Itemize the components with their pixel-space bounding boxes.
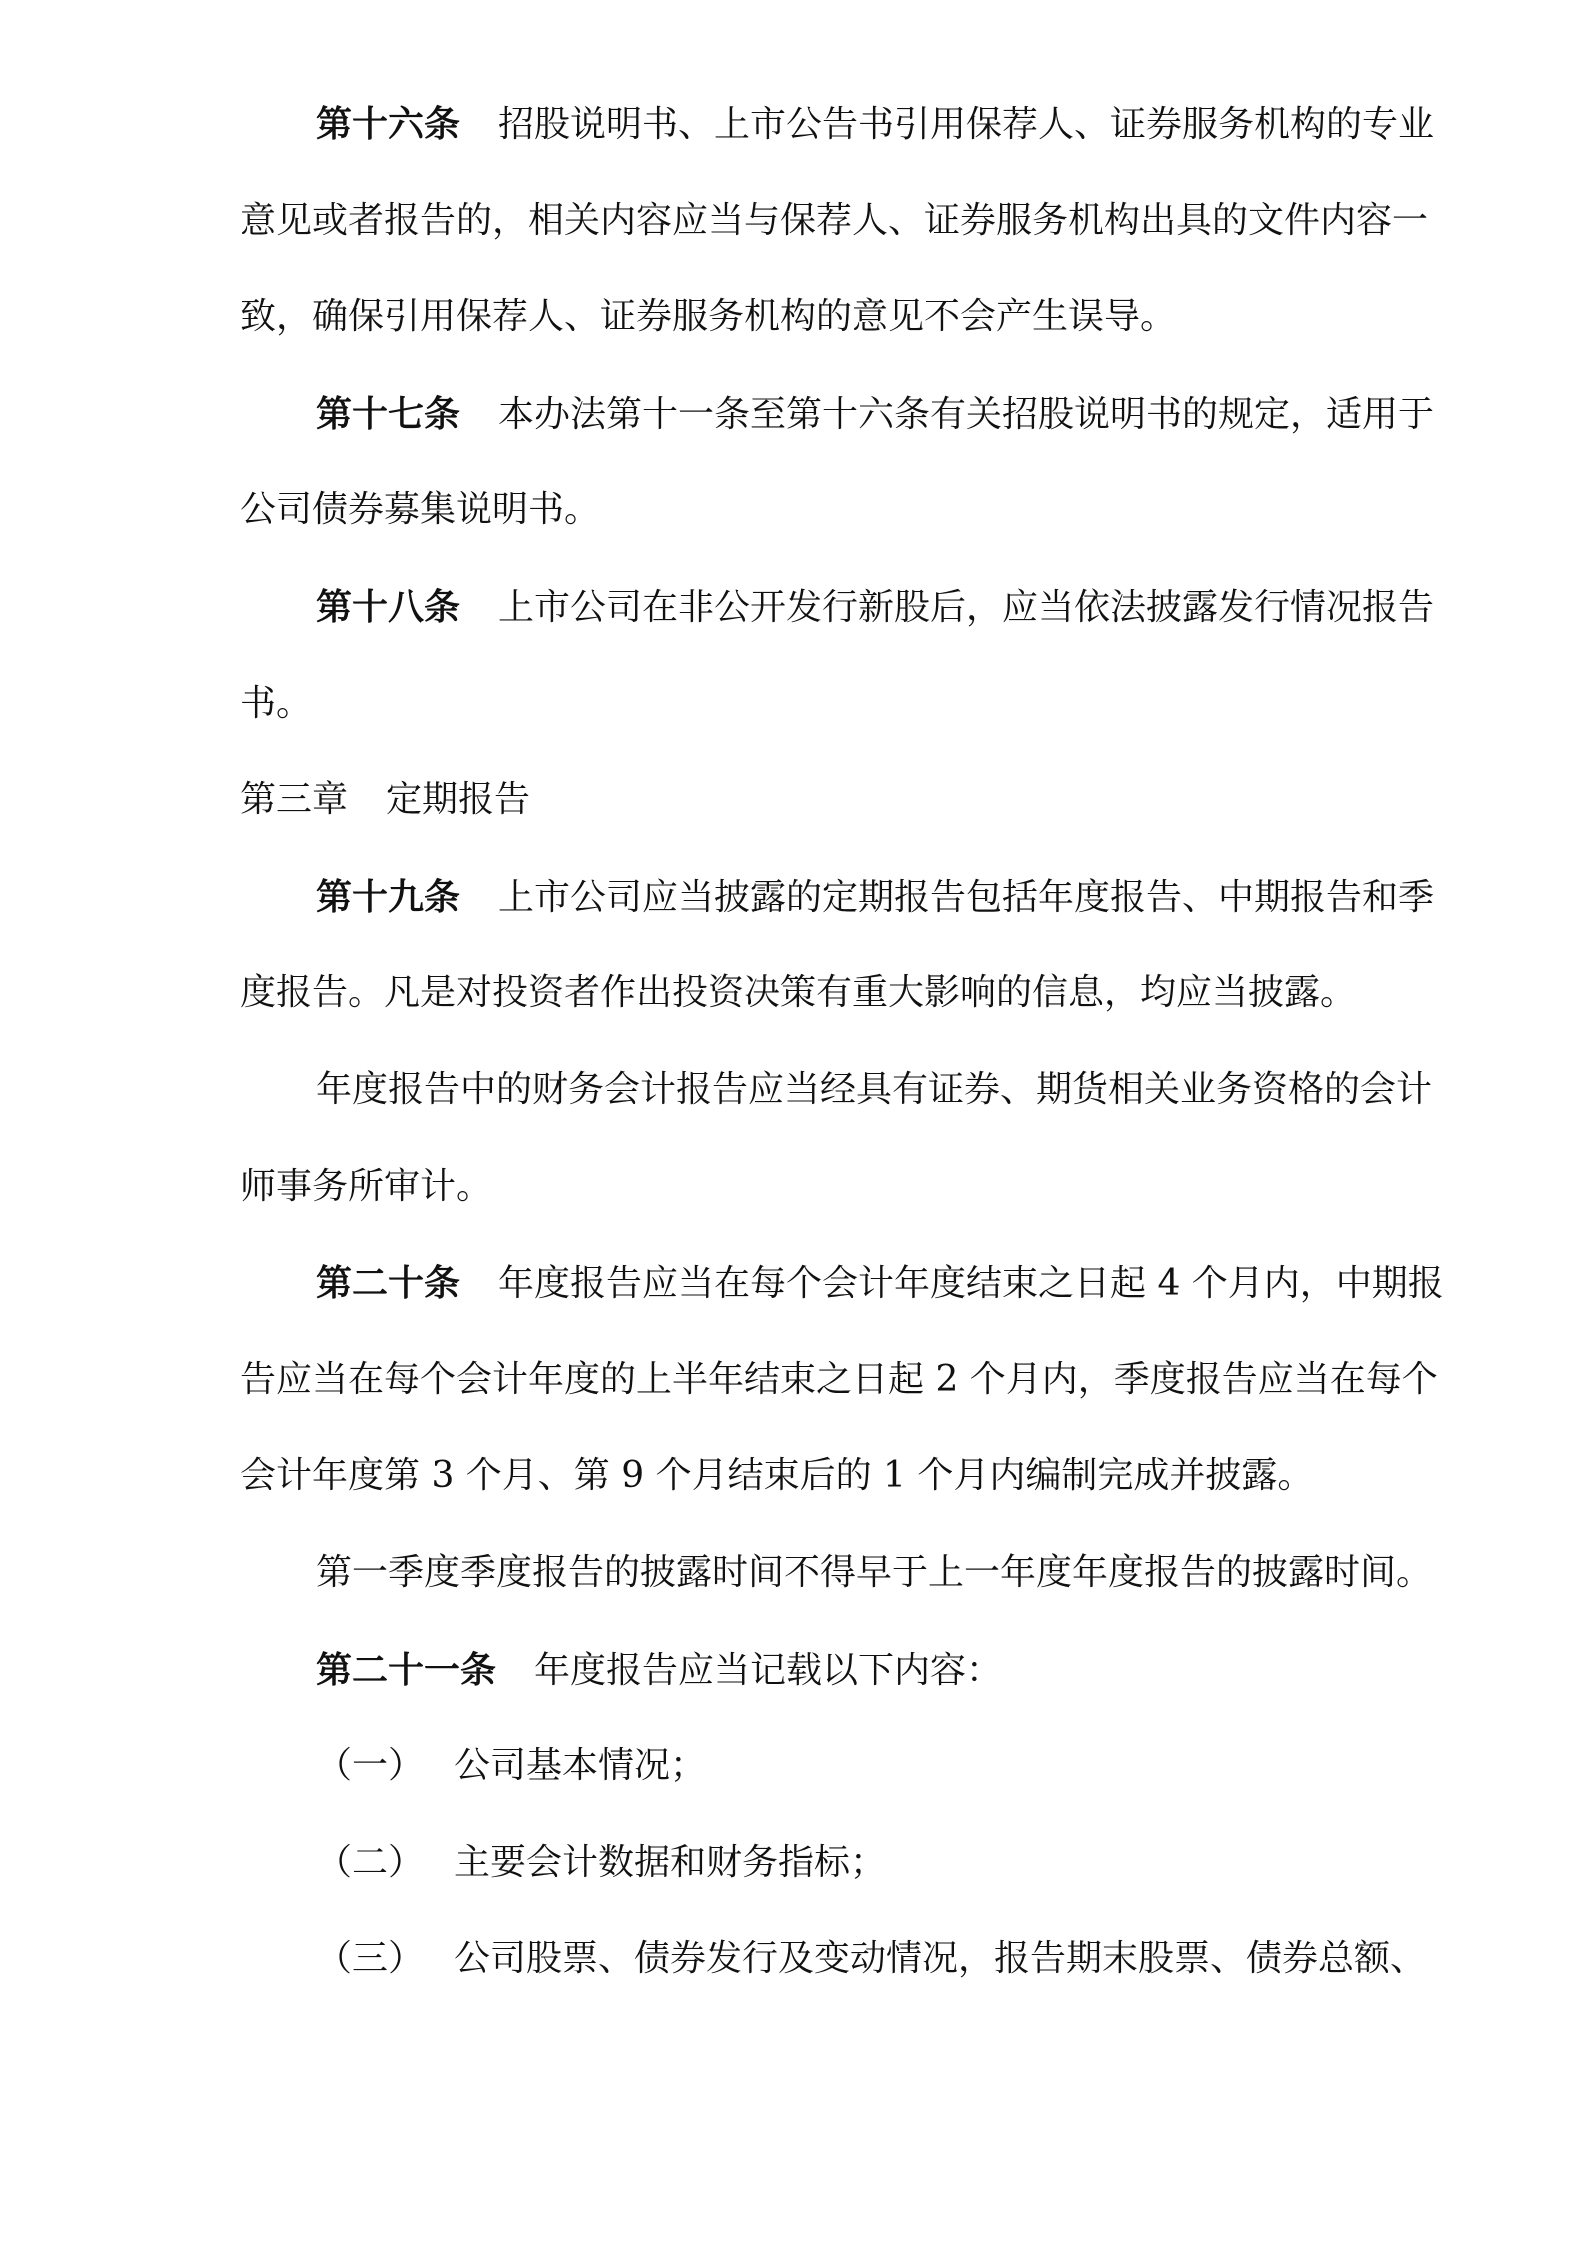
chapter-number: 第三章 (240, 779, 349, 820)
article-17-line-2 (240, 486, 600, 534)
article-heading: 第十九条 (316, 876, 461, 918)
list-item-label: （三） (316, 1938, 425, 1979)
list-item-text: 主要会计数据和财务指标； (454, 1842, 887, 1883)
list-item (316, 1742, 706, 1790)
list-item (316, 1839, 886, 1887)
article-19-line-1 (316, 873, 1434, 922)
article-heading: 第十八条 (316, 586, 461, 628)
paragraph-text: 招股说明书、上市公告书引用保荐人、证券服务机构的专业 (498, 104, 1435, 145)
list-item (316, 1935, 1426, 1983)
article-19-para-2-line-1 (316, 1066, 1432, 1114)
paragraph-text: 告应当在每个会计年度的上半年结束之日起 2 个月内，季度报告应当在每个 (240, 1359, 1438, 1400)
paragraph-text: 书。 (240, 683, 313, 724)
paragraph-text: 师事务所审计。 (240, 1166, 493, 1207)
article-heading: 第二十条 (316, 1262, 461, 1304)
article-21-line-1 (316, 1646, 1002, 1695)
paragraph-text: 度报告。凡是对投资者作出投资决策有重大影响的信息，均应当披露。 (240, 972, 1357, 1013)
paragraph-text: 第一季度季度报告的披露时间不得早于上一年度年度报告的披露时间。 (316, 1552, 1433, 1593)
article-heading: 第十七条 (316, 393, 461, 435)
article-16-line-3 (240, 293, 1176, 341)
article-19-para-2-line-2 (240, 1163, 492, 1211)
list-item-label: （二） (316, 1842, 425, 1883)
article-20-para-2 (316, 1549, 1432, 1597)
article-16-line-1 (316, 100, 1434, 149)
article-17-line-1 (316, 390, 1434, 439)
chapter-heading (240, 776, 530, 824)
article-heading: 第十六条 (316, 103, 461, 145)
article-heading: 第二十一条 (316, 1649, 497, 1691)
article-20-line-2 (240, 1356, 1438, 1404)
paragraph-text: 本办法第十一条至第十六条有关招股说明书的规定，适用于 (498, 394, 1435, 435)
paragraph-text: 公司债券募集说明书。 (240, 489, 601, 530)
article-19-line-2 (240, 969, 1356, 1017)
paragraph-text: 上市公司应当披露的定期报告包括年度报告、中期报告和季 (498, 877, 1435, 918)
paragraph-text: 会计年度第 3 个月、第 9 个月结束后的 1 个月内编制完成并披露。 (240, 1455, 1314, 1496)
article-18-line-2 (240, 680, 312, 728)
paragraph-text: 上市公司在非公开发行新股后，应当依法披露发行情况报告 (498, 587, 1435, 628)
article-20-line-3 (240, 1452, 1313, 1500)
paragraph-text: 致，确保引用保荐人、证券服务机构的意见不会产生误导。 (240, 296, 1177, 337)
list-item-label: （一） (316, 1745, 425, 1786)
paragraph-text: 年度报告应当在每个会计年度结束之日起 4 个月内，中期报 (498, 1263, 1444, 1304)
list-item-text: 公司股票、债券发行及变动情况，报告期末股票、债券总额、 (454, 1938, 1427, 1979)
paragraph-text: 年度报告中的财务会计报告应当经具有证券、期货相关业务资格的会计 (316, 1069, 1433, 1110)
article-16-line-2 (240, 197, 1428, 245)
article-18-line-1 (316, 583, 1434, 632)
chapter-title: 定期报告 (386, 779, 531, 820)
paragraph-text: 年度报告应当记载以下内容： (534, 1650, 1003, 1691)
article-20-line-1 (316, 1259, 1444, 1308)
list-item-text: 公司基本情况； (454, 1745, 707, 1786)
paragraph-text: 意见或者报告的，相关内容应当与保荐人、证券服务机构出具的文件内容一 (240, 200, 1429, 241)
